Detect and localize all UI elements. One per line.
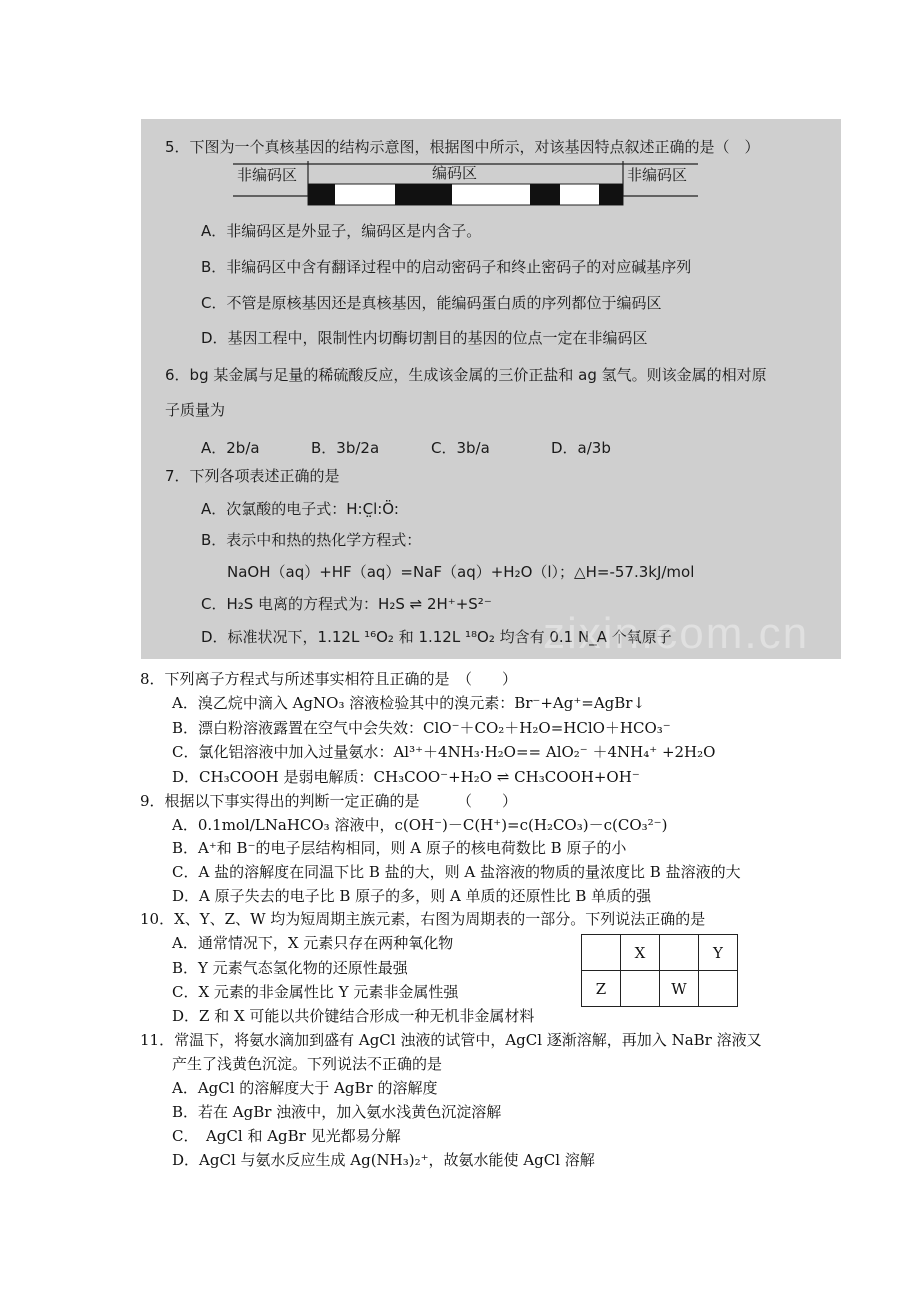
q9-option-a: A．0.1mol/LNaHCO₃ 溶液中，c(OH⁻)－C(H⁺)=c(H₂CO₃)－c(CO₃²⁻)	[172, 816, 668, 834]
q5-option-a: A．非编码区是外显子，编码区是内含子。	[201, 222, 482, 240]
q9-stem: 9．根据以下事实得出的判断一定正确的是 （ ）	[140, 792, 518, 810]
q10-option-c: C．X 元素的非金属性比 Y 元素非金属性强	[172, 983, 459, 1001]
q8-option-a: A．溴乙烷中滴入 AgNO₃ 溶液检验其中的溴元素：Br⁻+Ag⁺=AgBr↓	[172, 694, 646, 712]
diagram-left-label: 非编码区	[237, 166, 298, 184]
q10-option-d: D．Z 和 X 可能以共价键结合形成一种无机非金属材料	[172, 1007, 535, 1025]
q11-option-c: C． AgCl 和 AgBr 见光都易分解	[172, 1127, 401, 1145]
table-cell: X	[621, 935, 660, 971]
q7-stem: 7．下列各项表述正确的是	[165, 467, 340, 485]
table-cell: W	[660, 971, 699, 1007]
q10-option-b: B．Y 元素气态氢化物的还原性最强	[172, 959, 408, 977]
q8-option-b: B．漂白粉溶液露置在空气中会失效：ClO⁻＋CO₂＋H₂O=HClO＋HCO₃⁻	[172, 719, 671, 737]
q8-option-c: C．氯化铝溶液中加入过量氨水：Al³⁺＋4NH₃·H₂O== AlO₂⁻ ＋4NH₄⁺ +2H₂O	[172, 743, 716, 761]
q7-option-c: C．H₂S 电离的方程式为：H₂S ⇌ 2H⁺+S²⁻	[201, 595, 492, 613]
q11-stem-line2: 产生了浅黄色沉淀。下列说法不正确的是	[172, 1055, 443, 1073]
q6-option-a: A．2b/a	[201, 439, 260, 457]
q7-option-a-text: A．次氯酸的电子式：	[201, 500, 347, 518]
q7-option-b: B．表示中和热的热化学方程式：	[201, 531, 422, 549]
q11-option-a: A．AgCl 的溶解度大于 AgBr 的溶解度	[172, 1079, 438, 1097]
q7-option-d: D．标准状况下，1.12L ¹⁶O₂ 和 1.12L ¹⁸O₂ 均含有 0.1 N_A 个氧原子	[201, 628, 672, 646]
diagram-right-label: 非编码区	[627, 166, 688, 184]
q6-option-b: B．3b/2a	[311, 439, 380, 457]
q6-stem-line2: 子质量为	[165, 401, 226, 419]
q6-option-d: D．a/3b	[551, 439, 611, 457]
q8-stem: 8．下列离子方程式与所述事实相符且正确的是 （ ）	[140, 670, 518, 688]
q11-option-d: D．AgCl 与氨水反应生成 Ag(NH₃)₂⁺，故氨水能使 AgCl 溶解	[172, 1151, 595, 1169]
table-cell: Z	[582, 971, 621, 1007]
q11-option-b: B．若在 AgBr 浊液中，加入氨水浅黄色沉淀溶解	[172, 1103, 502, 1121]
q5-option-b: B．非编码区中含有翻译过程中的启动密码子和终止密码子的对应碱基序列	[201, 258, 692, 276]
table-cell	[699, 971, 738, 1007]
table-cell	[621, 971, 660, 1007]
diagram-middle-label: 编码区	[432, 164, 478, 182]
table-cell	[582, 935, 621, 971]
table-cell: Y	[699, 935, 738, 971]
table-row	[582, 935, 738, 971]
q9-option-d: D．A 原子失去的电子比 B 原子的多，则 A 单质的还原性比 B 单质的强	[172, 887, 652, 905]
table-cell	[660, 935, 699, 971]
q8-option-d: D．CH₃COOH 是弱电解质：CH₃COO⁻+H₂O ⇌ CH₃COOH+OH⁻	[172, 768, 640, 786]
q9-option-c: C．A 盐的溶解度在同温下比 B 盐的大，则 A 盐溶液的物质的量浓度比 B 盐溶液的大	[172, 863, 741, 881]
q5-option-c: C．不管是原核基因还是真核基因，能编码蛋白质的序列都位于编码区	[201, 294, 662, 312]
q6-stem-line1: 6．bg 某金属与足量的稀硫酸反应，生成该金属的三价正盐和 ag 氢气。则该金属的相对原	[165, 366, 767, 384]
q9-option-b: B．A⁺和 B⁻的电子层结构相同，则 A 原子的核电荷数比 B 原子的小	[172, 839, 627, 857]
q5-stem: 5．下图为一个真核基因的结构示意图，根据图中所示，对该基因特点叙述正确的是（ ）	[165, 138, 760, 156]
watermark: zixin.com.cn	[543, 609, 810, 658]
q6-option-c: C．3b/a	[431, 439, 490, 457]
scanned-question-block	[141, 119, 841, 659]
q10-stem: 10．X、Y、Z、W 均为短周期主族元素，右图为周期表的一部分。下列说法正确的是	[140, 910, 706, 928]
q11-stem-line1: 11．常温下，将氨水滴加到盛有 AgCl 浊液的试管中，AgCl 逐渐溶解，再加入 NaBr 溶液又	[140, 1031, 762, 1049]
table-row	[582, 971, 738, 1007]
periodic-table-fragment	[581, 934, 738, 1007]
q7-option-a	[201, 498, 399, 519]
q7-option-a-formula: H:C̤l:Ö:	[346, 500, 399, 518]
q5-option-d: D．基因工程中，限制性内切酶切割目的基因的位点一定在非编码区	[201, 329, 648, 347]
q7-option-b-equation: NaOH（aq）+HF（aq）=NaF（aq）+H₂O（l）；△H=-57.3kJ/mol	[227, 563, 695, 581]
q10-option-a: A．通常情况下，X 元素只存在两种氧化物	[172, 934, 454, 952]
